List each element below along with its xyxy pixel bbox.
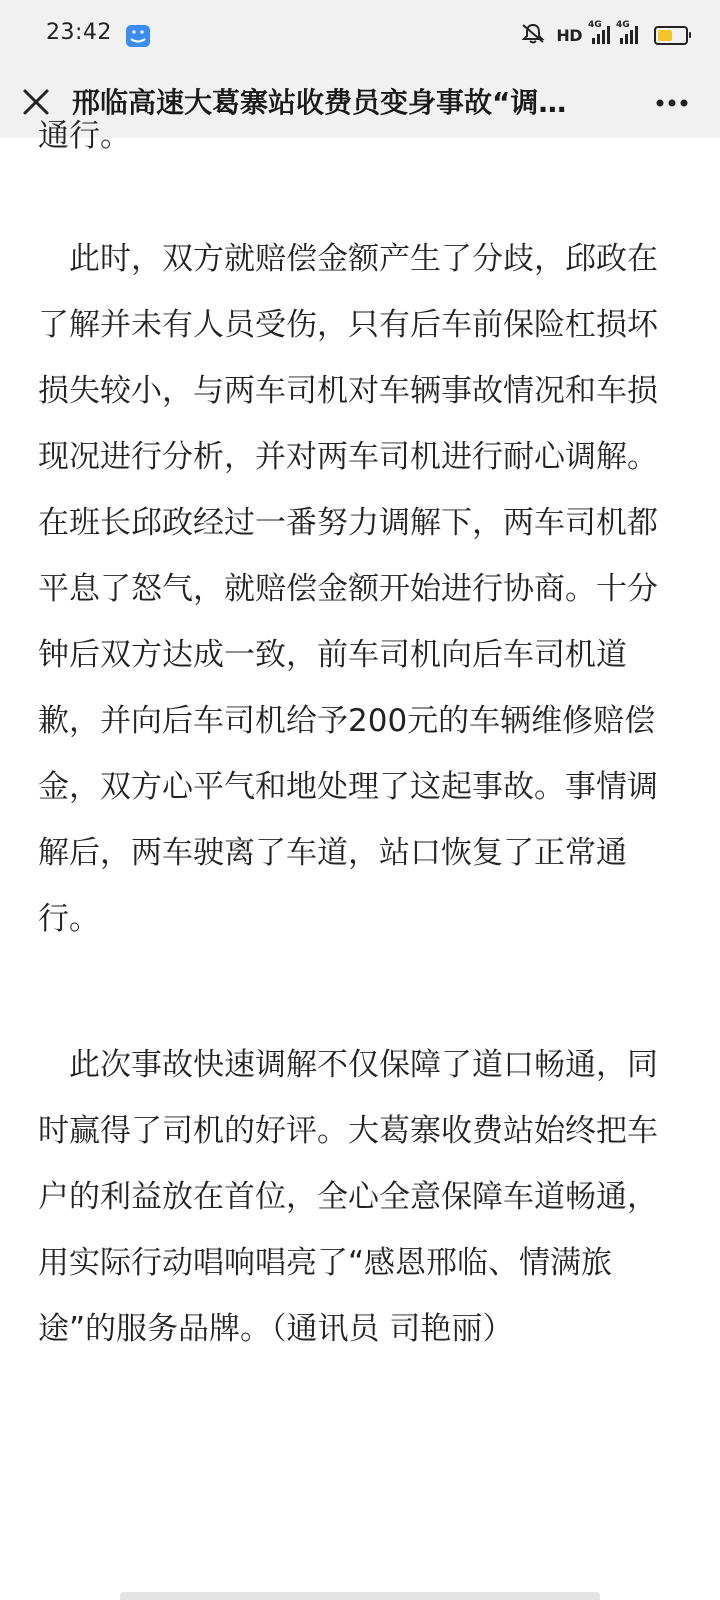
app-notification-icon [126, 25, 150, 47]
article-body[interactable] [0, 118, 720, 1600]
hd-voice-label: HD [556, 25, 582, 45]
status-time: 23:42 [46, 20, 112, 45]
status-indicators [520, 22, 688, 48]
mute-bell-icon [520, 22, 546, 48]
battery-level [658, 30, 672, 41]
battery-icon [654, 26, 688, 45]
article-paragraph: 此时，双方就赔偿金额产生了分歧，邱政在了解并未有人员受伤，只有后车前保险杠损坏损失较小，与两车司机对车辆事故情况和车损现况进行分析，并对两车司机进行耐心调解。在班长邱政经过一番努力调解下，两车司机都平息了怒气，就赔偿金额开始进行协商。十分钟后双方达成一致，前车司机向后车司机道歉，并向后车司机给予200元的车辆维修赔偿金，双方心平气和地处理了这起事故。事情调解后，两车驶离了车道，站口恢复了正常通行。 [38, 241, 658, 937]
close-icon[interactable] [18, 84, 54, 120]
article-paragraph: 此次事故快速调解不仅保障了道口畅通，同时赢得了司机的好评。大葛寨收费站始终把车户的利益放在首位，全心全意保障车道畅通，用实际行动唱响唱亮了“感恩邢临、情满旅途”的服务品牌。（通讯员 司艳丽） [38, 1047, 658, 1347]
page-title: 邢临高速大葛寨站收费员变身事故“调… [72, 86, 567, 119]
network-type-label: 4G [588, 20, 602, 30]
signal-strength-icon-2 [616, 20, 638, 44]
more-dots-icon[interactable] [652, 88, 692, 118]
article-partial-line: 通行。 [38, 118, 131, 154]
network-type-label-2: 4G [616, 20, 630, 30]
status-bar [0, 0, 720, 70]
bottom-gesture-bar [120, 1592, 600, 1600]
signal-strength-icon [588, 20, 610, 44]
